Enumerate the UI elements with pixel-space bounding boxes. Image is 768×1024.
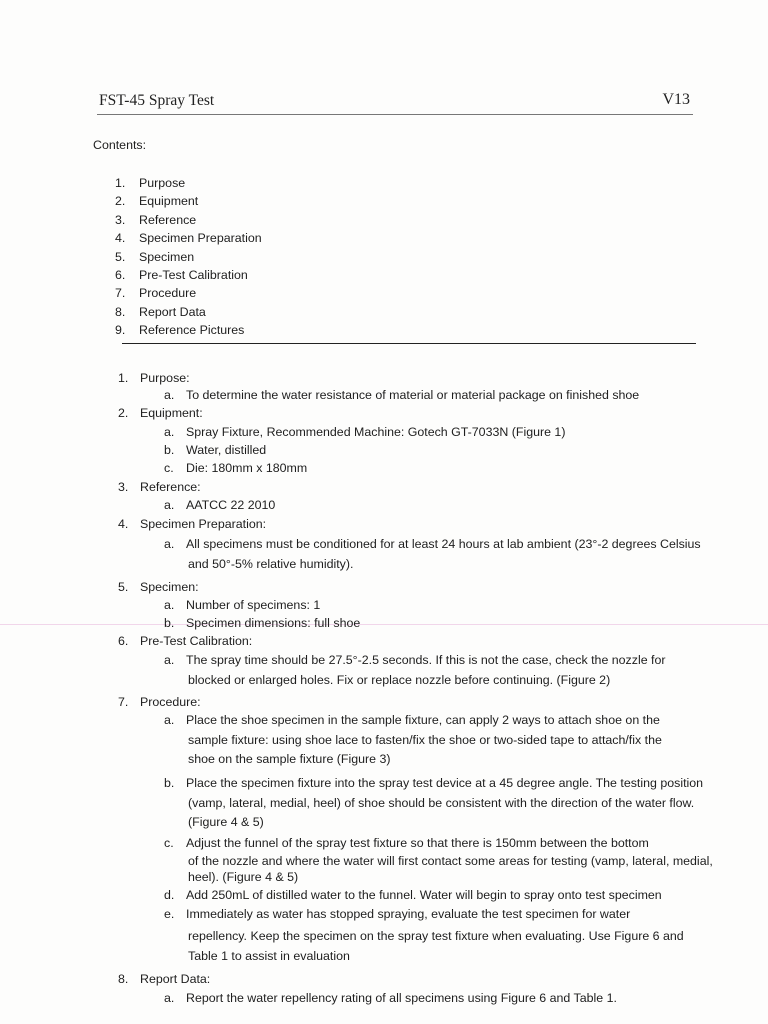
section-heading-reference: 3. Reference: bbox=[118, 480, 201, 494]
table-of-contents bbox=[115, 174, 262, 340]
section-heading-purpose: 1. Purpose: bbox=[118, 371, 190, 385]
list-item-continuation: Table 1 to assist in evaluation bbox=[188, 949, 350, 963]
list-item-continuation: repellency. Keep the specimen on the spray test fixture when evaluating. Use Figure 6 and bbox=[188, 929, 684, 943]
list-item: a. Report the water repellency rating of all specimens using Figure 6 and Table 1. bbox=[164, 991, 617, 1005]
toc-item: 6. Pre-Test Calibration bbox=[115, 267, 248, 282]
section-heading-equipment: 2. Equipment: bbox=[118, 406, 203, 420]
list-item: b. Place the specimen fixture into the spray test device at a 45 degree angle. The testing position bbox=[164, 776, 704, 790]
section-divider bbox=[122, 343, 696, 344]
contents-heading: Contents: bbox=[93, 138, 147, 152]
list-item: a. Place the shoe specimen in the sample fixture, can apply 2 ways to attach shoe on the bbox=[164, 713, 660, 727]
section-heading-report-data: 8. Report Data: bbox=[118, 972, 211, 986]
toc-item: 4. Specimen Preparation bbox=[115, 231, 262, 246]
list-item: a. AATCC 22 2010 bbox=[164, 498, 276, 512]
list-item: a. To determine the water resistance of material or material package on finished shoe bbox=[164, 388, 640, 402]
list-item-continuation: blocked or enlarged holes. Fix or replace nozzle before continuing. (Figure 2) bbox=[188, 673, 611, 687]
list-item-continuation: heel). (Figure 4 & 5) bbox=[188, 870, 299, 884]
list-item: a. Number of specimens: 1 bbox=[164, 598, 321, 612]
list-item: a. Spray Fixture, Recommended Machine: Gotech GT-7033N (Figure 1) bbox=[164, 425, 566, 439]
toc-item: 5. Specimen bbox=[115, 249, 195, 264]
list-item: e. Immediately as water has stopped spraying, evaluate the test specimen for water bbox=[164, 907, 631, 921]
list-item-continuation: shoe on the sample fixture (Figure 3) bbox=[188, 752, 391, 766]
list-item: a. All specimens must be conditioned for at least 24 hours at lab ambient (23°-2 degrees Celsius bbox=[164, 537, 701, 551]
list-item-continuation: and 50°-5% relative humidity). bbox=[188, 557, 354, 571]
list-item: a. The spray time should be 27.5°-2.5 seconds. If this is not the case, check the nozzle for bbox=[164, 653, 666, 667]
list-item-continuation: of the nozzle and where the water will first contact some areas for testing (vamp, lateral, medial, bbox=[188, 854, 713, 868]
page-header bbox=[97, 90, 693, 115]
scan-artifact-line bbox=[0, 624, 768, 625]
toc-item: 9. Reference Pictures bbox=[115, 323, 245, 338]
toc-item: 2. Equipment bbox=[115, 194, 199, 209]
document-title: FST-45 Spray Test bbox=[99, 92, 215, 109]
section-heading-specimen-preparation: 4. Specimen Preparation: bbox=[118, 517, 267, 531]
list-item: c. Die: 180mm x 180mm bbox=[164, 461, 308, 475]
toc-item: 1. Purpose bbox=[115, 176, 186, 190]
toc-item: 3. Reference bbox=[115, 212, 197, 227]
section-heading-pre-test-calibration: 6. Pre-Test Calibration: bbox=[118, 634, 253, 648]
list-item-continuation: (Figure 4 & 5) bbox=[188, 815, 264, 829]
list-item: d. Add 250mL of distilled water to the funnel. Water will begin to spray onto test specimen bbox=[164, 888, 662, 902]
list-item-continuation: (vamp, lateral, medial, heel) of shoe should be consistent with the direction of the water flow. bbox=[188, 796, 695, 810]
toc-item: 7. Procedure bbox=[115, 286, 197, 301]
list-item-continuation: sample fixture: using shoe lace to fasten/fix the shoe or two-sided tape to attach/fix the bbox=[188, 733, 662, 747]
list-item: c. Adjust the funnel of the spray test fixture so that there is 150mm between the bottom bbox=[164, 836, 649, 850]
list-item: b. Water, distilled bbox=[164, 443, 267, 457]
document-version: V13 bbox=[662, 91, 690, 108]
section-heading-procedure: 7. Procedure: bbox=[118, 695, 201, 709]
list-item: b. Specimen dimensions: full shoe bbox=[164, 616, 361, 630]
toc-item: 8. Report Data bbox=[115, 304, 206, 319]
section-heading-specimen: 5. Specimen: bbox=[118, 580, 199, 594]
